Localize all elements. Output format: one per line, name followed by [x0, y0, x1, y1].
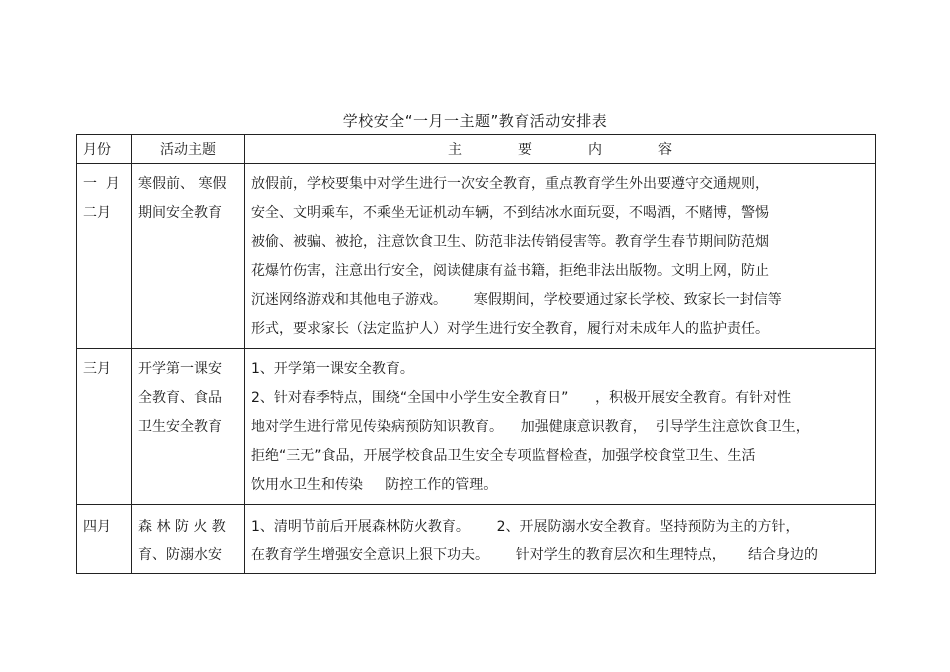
- theme-line: 育、防溺水安: [138, 547, 222, 563]
- header-content-char: 容: [658, 142, 672, 158]
- table-row: [77, 505, 876, 574]
- content-cell: [245, 349, 876, 505]
- table-header-row: [77, 135, 876, 164]
- header-content-char: 主: [448, 142, 462, 158]
- theme-cell: [132, 349, 245, 505]
- month-cell: [77, 164, 132, 349]
- content-line: 放假前，学校要集中对学生进行一次安全教育，重点教育学生外出要遵守交通规则，: [251, 176, 769, 192]
- header-content: [245, 135, 876, 164]
- header-month: 月份: [77, 135, 132, 164]
- month-line: 一 月: [83, 176, 120, 192]
- month-cell: [77, 349, 132, 505]
- theme-line: 期间安全教育: [138, 205, 222, 221]
- theme-line: 全教育、食品: [138, 390, 222, 406]
- month-line: 三月: [83, 361, 111, 377]
- month-line: 二月: [83, 205, 111, 221]
- content-line: 1、开学第一课安全教育。: [251, 361, 414, 377]
- header-theme: 活动主题: [132, 135, 245, 164]
- theme-cell: [132, 164, 245, 349]
- table-row: [77, 349, 876, 505]
- theme-cell: [132, 505, 245, 574]
- month-cell: [77, 505, 132, 574]
- content-line: 形式，要求家长（法定监护人）对学生进行安全教育，履行对未成年人的监护责任。: [251, 321, 769, 337]
- content-line: 拒绝“三无”食品，开展学校食品卫生安全专项监督检查，加强学校食堂卫生、生活: [251, 448, 756, 464]
- table-row: [77, 164, 876, 349]
- content-line: 1、清明节前后开展森林防火教育。 2、开展防溺水安全教育。坚持预防为主的方针，: [251, 519, 800, 535]
- content-line: 被偷、被骗、被抢，注意饮食卫生、防范非法传销侵害等。教育学生春节期间防范烟: [251, 234, 769, 250]
- theme-line: 森 林 防 火 教: [138, 519, 226, 535]
- content-line: 2、针对春季特点，围绕“全国中小学生安全教育日” ，积极开展安全教育。有针对性: [251, 390, 792, 406]
- theme-line: 卫生安全教育: [138, 419, 222, 435]
- content-line: 沉迷网络游戏和其他电子游戏。 寒假期间，学校要通过家长学校、致家长一封信等: [251, 292, 782, 308]
- document-title: 学校安全“一月一主题”教育活动安排表: [342, 112, 608, 130]
- content-cell: [245, 164, 876, 349]
- schedule-table: [76, 134, 876, 574]
- header-content-char: 内: [588, 142, 602, 158]
- content-line: 安全、文明乘车，不乘坐无证机动车辆，不到结冰水面玩耍，不喝酒，不赌博，警惕: [251, 205, 769, 221]
- theme-line: 寒假前、 寒假: [138, 176, 227, 192]
- header-content-char: 要: [518, 142, 532, 158]
- month-line: 四月: [83, 519, 111, 535]
- theme-line: 开学第一课安: [138, 361, 222, 377]
- content-line: 饮用水卫生和传染 防控工作的管理。: [251, 477, 498, 493]
- content-line: 花爆竹伤害，注意出行安全，阅读健康有益书籍，拒绝非法出版物。文明上网，防止: [251, 263, 769, 279]
- content-line: 地对学生进行常见传染病预防知识教育。 加强健康意识教育， 引导学生注意饮食卫生，: [251, 419, 810, 435]
- content-cell: [245, 505, 876, 574]
- content-line: 在教育学生增强安全意识上狠下功夫。 针对学生的教育层次和生理特点， 结合身边的: [251, 547, 818, 563]
